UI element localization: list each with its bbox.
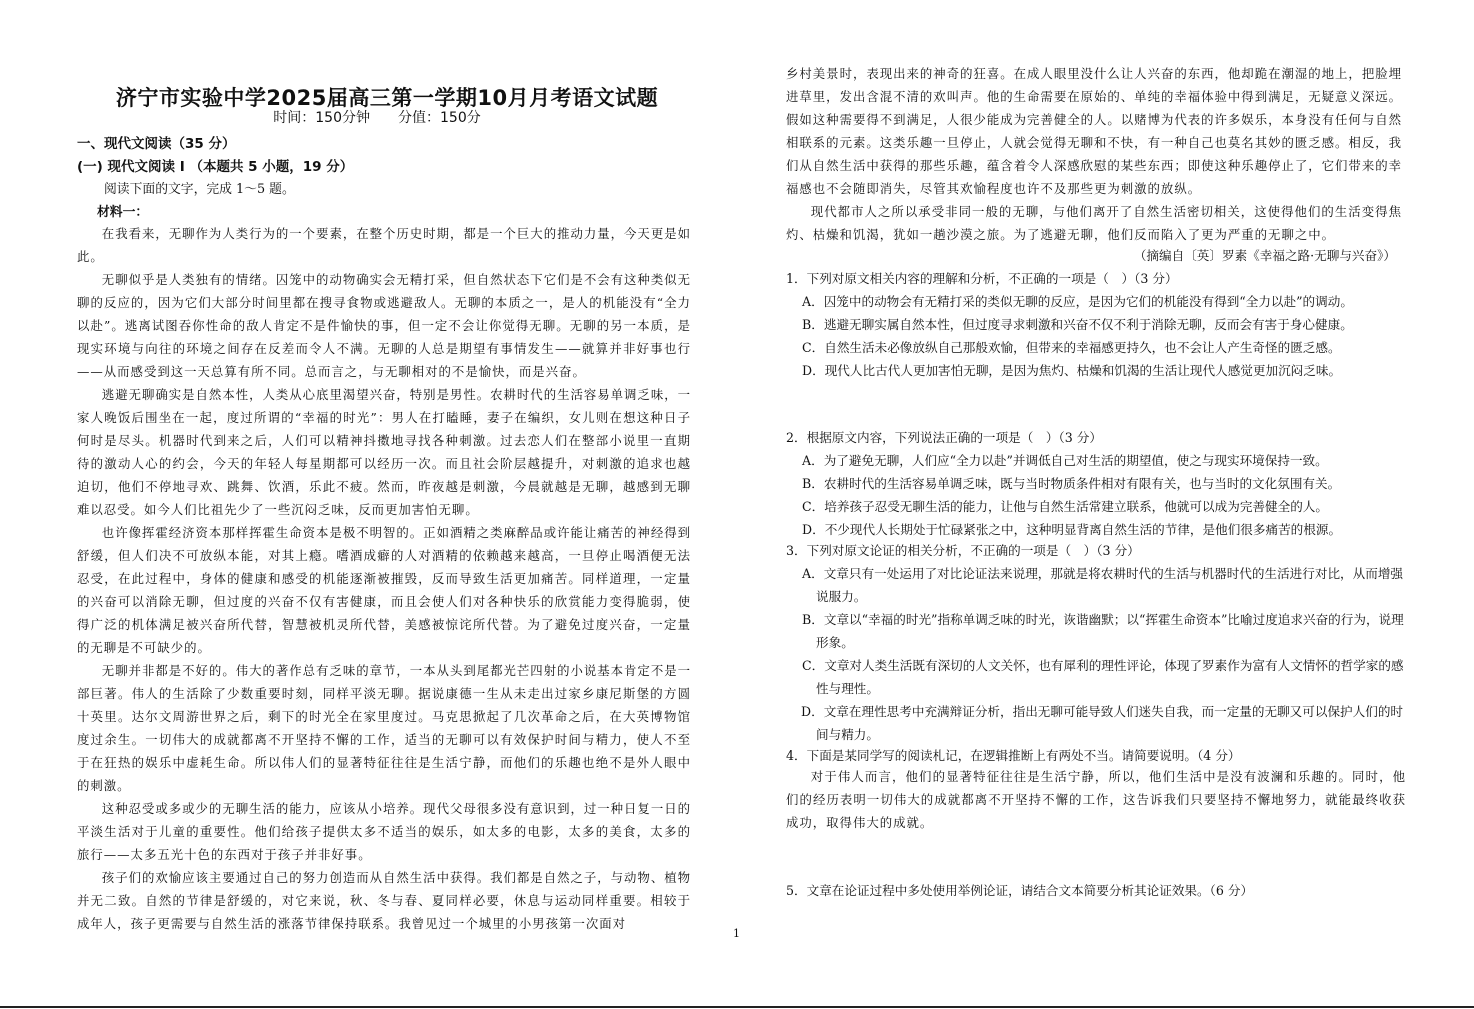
- question-stem: 1．下列对原文相关内容的理解和分析，不正确的一项是（ ）（3 分）: [786, 271, 1178, 286]
- option-c: C．培养孩子忍受无聊生活的能力，让他与自然生活常建立联系，他就可以成为完善健全的人。: [802, 499, 1328, 514]
- paragraph: 现代都市人之所以承受非同一般的无聊，与他们离开了自然生活密切相关，这使得他们的生活变得焦灼、枯燥和饥渴，犹如一趟沙漠之旅。为了逃避无聊，他们反而陷入了更为严重的无聊之中。: [786, 204, 1402, 242]
- option-c: C．自然生活未必像放纵自己那般欢愉，但带来的幸福感更持久，也不会让人产生奇怪的匮乏感。: [802, 340, 1341, 355]
- option-a: A．为了避免无聊，人们应“全力以赴”并调低自己对生活的期望值，使之与现实环境保持一致。: [802, 453, 1328, 468]
- paragraph: 孩子们的欢愉应该主要通过自己的努力创造而从自然生活中获得。我们都是自然之子，与动物、植物并无二致。自然的节律是舒缓的，对它来说，秋、冬与春、夏同样必要，休息与运动同样重要。相较于成年人，孩子更需要与自然生活的涨落节律保持联系。我曾见过一个城里的小男孩第一次面对: [77, 870, 691, 931]
- option-c: C．文章对人类生活既有深切的人文关怀，也有犀利的理性评论，体现了罗素作为富有人文情怀的哲学家的感性与理性。: [802, 658, 1404, 696]
- paragraph: 也许像挥霍经济资本那样挥霍生命资本是极不明智的。正如酒精之类麻醉品或许能让痛苦的神经得到舒缓，但人们决不可放纵本能，对其上瘾。嗜酒成癖的人对酒精的依赖越来越高，一旦停止喝酒便无法忍受，在此过程中，身体的健康和感受的机能逐渐被摧毁，反而导致生活更加痛苦。同样道理，一定量的兴奋可以消除无聊，但过度的兴奋不仅有害健康，而且会使人们对各种快乐的欣赏能力变得脆弱，使得广泛的机体满足被兴奋所代替，智慧被机灵所代替，美感被惊诧所代替。为了避免过度兴奋，一定量的无聊是不可缺少的。: [77, 525, 691, 655]
- option-b: B．逃避无聊实属自然本性，但过度寻求刺激和兴奋不仅不利于消除无聊，反而会有害于身心健康。: [802, 317, 1353, 332]
- question-3: [786, 539, 1408, 746]
- question-stem: 4．下面是某同学写的阅读札记，在逻辑推断上有两处不当。请简要说明。（4 分）: [786, 748, 1241, 763]
- page-number: 1: [733, 927, 740, 940]
- question-1: [786, 267, 1408, 382]
- question-2: [786, 426, 1408, 541]
- exam-info: [77, 107, 677, 127]
- paragraph: 逃避无聊确实是自然本性，人类从心底里渴望兴奋，特别是男性。农耕时代的生活容易单调乏味，一家人晚饭后围坐在一起，度过所谓的“幸福的时光”：男人在打瞌睡，妻子在编织，女儿则在想这种日子何时是尽头。机器时代到来之后，人们可以精神抖擞地寻找各种刺激。过去恋人们在整部小说里一直期待的激动人心的约会，今天的年轻人每星期都可以经历一次。而且社会阶层越提升，对刺激的追求也越迫切，他们不停地寻欢、跳舞、饮酒，乐此不疲。然而，昨夜越是刺激，今晨就越是无聊，越感到无聊难以忍受。如今人们比祖先少了一些沉闷乏味，反而更加害怕无聊。: [77, 387, 691, 517]
- option-d: D．文章在理性思考中充满辩证分析，指出无聊可能导致人们迷失自我，而一定量的无聊又可以保护人们的时间与精力。: [801, 704, 1404, 742]
- sub-section-heading: (一) 现代文阅读 I （本题共 5 小题，19 分）: [77, 159, 354, 175]
- question-stem: 5．文章在论证过程中多处使用举例论证，请结合文本简要分析其论证效果。（6 分）: [786, 883, 1254, 898]
- option-d: D．现代人比古代人更加害怕无聊，是因为焦灼、枯燥和饥渴的生活让现代人感觉更加沉闷乏味。: [802, 363, 1342, 378]
- question-stem: 2．根据原文内容，下列说法正确的一项是（ ）（3 分）: [786, 430, 1102, 445]
- material-label: 材料一：: [97, 205, 149, 220]
- section-heading: 一、现代文阅读（35 分）: [77, 136, 236, 152]
- paragraph: 乡村美景时，表现出来的神奇的狂喜。在成人眼里没什么让人兴奋的东西，他却跪在潮湿的地上，把脸埋进草里，发出含混不清的欢叫声。他的生命需要在原始的、单纯的幸福体验中得到满足，无疑意义深远。假如这种需要得不到满足，人很少能成为完善健全的人。以赌博为代表的许多娱乐，本身没有任何与自然相联系的元素。这类乐趣一旦停止，人就会觉得无聊和不快，有一种自己也莫名其妙的匮乏感。相反，我们从自然生活中获得的那些乐趣，蕴含着令人深感欣慰的某些东西；即使这种乐趣停止了，它们带来的幸福感也不会随即消失，尽管其欢愉程度也许不及那些更为刺激的放纵。: [786, 66, 1402, 196]
- paragraph: 在我看来，无聊作为人类行为的一个要素，在整个历史时期，都是一个巨大的推动力量，今天更是如此。: [77, 226, 691, 264]
- source-citation: （摘编自〔英〕罗素《幸福之路·无聊与兴奋》）: [1133, 248, 1396, 263]
- option-a: A．文章只有一处运用了对比论证法来说理，那就是将农耕时代的生活与机器时代的生活进行对比，从而增强说服力。: [802, 566, 1404, 604]
- option-a: A．囚笼中的动物会有无精打采的类似无聊的反应，是因为它们的机能没有得到“全力以赴”的调动。: [802, 294, 1353, 309]
- paragraph: 无聊似乎是人类独有的情绪。囚笼中的动物确实会无精打采，但自然状态下它们是不会有这种类似无聊的反应的，因为它们大部分时间里都在搜寻食物或逃避敌人。无聊的本质之一，是人的机能没有“全力以赴”。逃离试图吞你性命的敌人肯定不是件愉快的事，但一定不会让你觉得无聊。无聊的另一本质，是现实环境与向往的环境之间存在反差而令人不满。无聊的人总是期望有事情发生——就算并非好事也行——从而感受到这一天总算有所不同。总而言之，与无聊相对的不是愉快，而是兴奋。: [77, 272, 691, 379]
- question-5: [786, 879, 1408, 902]
- question-stem: 3．下列对原文论证的相关分析，不正确的一项是（ ）（3 分）: [786, 543, 1140, 558]
- material-text-left: [77, 222, 691, 935]
- reading-note: 对于伟人而言，他们的显著特征往往是生活宁静，所以，他们生活中是没有波澜和乐趣的。同时，他们的经历表明一切伟大的成就都离不开坚持不懈的工作，这告诉我们只要坚持不懈地努力，就能最终收获成功，取得伟大的成就。: [786, 769, 1406, 830]
- option-d: D．不少现代人长期处于忙碌紧张之中，这种明显背离自然生活的节律，是他们很多痛苦的根源。: [802, 522, 1342, 537]
- paragraph: 无聊并非都是不好的。伟大的著作总有乏味的章节，一本从头到尾都光芒四射的小说基本肯定不是一部巨著。伟人的生活除了少数重要时刻，同样平淡无聊。据说康德一生从未走出过家乡康尼斯堡的方圆十英里。达尔文周游世界之后，剩下的时光全在家里度过。马克思掀起了几次革命之后，在大英博物馆度过余生。一切伟大的成就都离不开坚持不懈的工作，适当的无聊可以有效保护时间与精力，使人不至于在狂热的娱乐中虚耗生命。所以伟人们的显著特征往往是生活宁静，而他们的乐趣也绝不是外人眼中的刺激。: [77, 663, 691, 793]
- question-4-passage: [786, 765, 1406, 834]
- option-b: B．文章以“幸福的时光”指称单调乏味的时光，诙谐幽默；以“挥霍生命资本”比喻过度追求兴奋的行为，说理形象。: [802, 612, 1404, 650]
- material-text-right: [786, 62, 1402, 246]
- option-b: B．农耕时代的生活容易单调乏味，既与当时物质条件相对有限有关，也与当时的文化氛围有关。: [802, 476, 1341, 491]
- exam-time: 时间：150分钟: [273, 110, 370, 126]
- reading-instruction: 阅读下面的文字，完成 1～5 题。: [104, 182, 295, 197]
- question-4: [786, 744, 1408, 767]
- page-title: 济宁市实验中学2025届高三第一学期10月月考语文试题: [115, 86, 659, 110]
- bottom-border: [0, 1006, 1474, 1008]
- exam-score: 分值：150分: [398, 110, 481, 126]
- paragraph: 这种忍受或多或少的无聊生活的能力，应该从小培养。现代父母很多没有意识到，过一种日复一日的平淡生活对于儿童的重要性。他们给孩子提供太多不适当的娱乐，如太多的电影，太多的美食，太多的旅行——太多五光十色的东西对于孩子并非好事。: [77, 801, 691, 862]
